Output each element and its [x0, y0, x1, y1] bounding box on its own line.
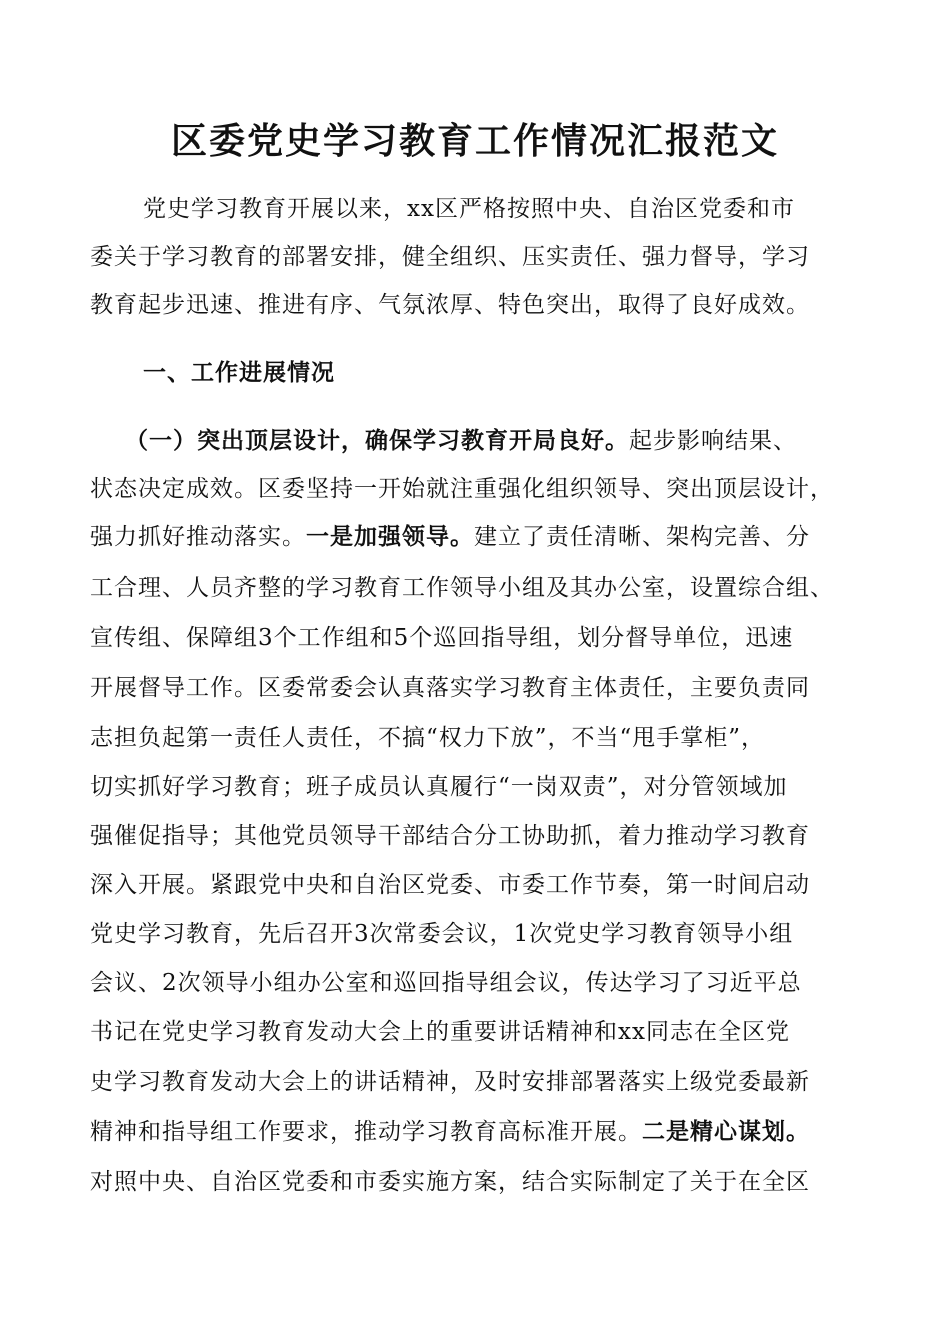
paragraph-line: 史学习教育发动大会上的讲话精神，及时安排部署落实上级党委最新 — [90, 1069, 810, 1095]
paragraph-line: 志担负起第一责任人责任，不搞“权力下放”，不当“甩手掌柜”， — [90, 725, 766, 751]
paragraph-line — [125, 426, 797, 456]
paragraph-line: 状态决定成效。区委坚持一开始就注重强化组织领导、突出顶层设计， — [90, 476, 834, 502]
paragraph-text: 精神和指导组工作要求，推动学习教育高标准开展。 — [90, 1119, 642, 1145]
paragraph-text: 强力抓好推动落实。 — [90, 524, 306, 550]
paragraph-line: 宣传组、保障组3个工作组和5个巡回指导组，划分督导单位，迅速 — [90, 625, 794, 651]
paragraph-line — [90, 1117, 810, 1147]
paragraph-line: 开展督导工作。区委常委会认真落实学习教育主体责任，主要负责同 — [90, 675, 810, 701]
paragraph-line — [90, 522, 810, 552]
section-heading: 一、工作进展情况 — [143, 360, 335, 386]
paragraph-line: 切实抓好学习教育；班子成员认真履行“一岗双责”，对分管领域加 — [90, 774, 788, 800]
paragraph-line: 强催促指导；其他党员领导干部结合分工协助抓，着力推动学习教育 — [90, 823, 810, 849]
paragraph-line: 工合理、人员齐整的学习教育工作领导小组及其办公室，设置综合组、 — [90, 575, 834, 601]
paragraph-line: 对照中央、自治区党委和市委实施方案，结合实际制定了关于在全区 — [90, 1169, 810, 1195]
paragraph-line: 会议、2次领导小组办公室和巡回指导组会议，传达学习了习近平总 — [90, 970, 802, 996]
paragraph-line: 党史学习教育，先后召开3次常委会议，1次党史学习教育领导小组 — [90, 921, 794, 947]
document-title: 区委党史学习教育工作情况汇报范文 — [170, 121, 779, 162]
paragraph-text: 起步影响结果、 — [629, 428, 797, 454]
paragraph-line: 深入开展。紧跟党中央和自治区党委、市委工作节奏，第一时间启动 — [90, 872, 810, 898]
emphasis-text: 二是精心谋划。 — [642, 1119, 810, 1145]
emphasis-text: 一是加强领导。 — [306, 524, 474, 550]
sub-heading: （一）突出顶层设计，确保学习教育开局良好。 — [125, 428, 629, 454]
paragraph-text: 建立了责任清晰、架构完善、分 — [474, 524, 810, 550]
paragraph-line: 书记在党史学习教育发动大会上的重要讲话精神和xx同志在全区党 — [90, 1019, 790, 1045]
intro-line: 党史学习教育开展以来，xx区严格按照中央、自治区党委和市 — [143, 196, 795, 222]
intro-line: 教育起步迅速、推进有序、气氛浓厚、特色突出，取得了良好成效。 — [90, 292, 810, 318]
intro-line: 委关于学习教育的部署安排，健全组织、压实责任、强力督导，学习 — [90, 244, 810, 270]
